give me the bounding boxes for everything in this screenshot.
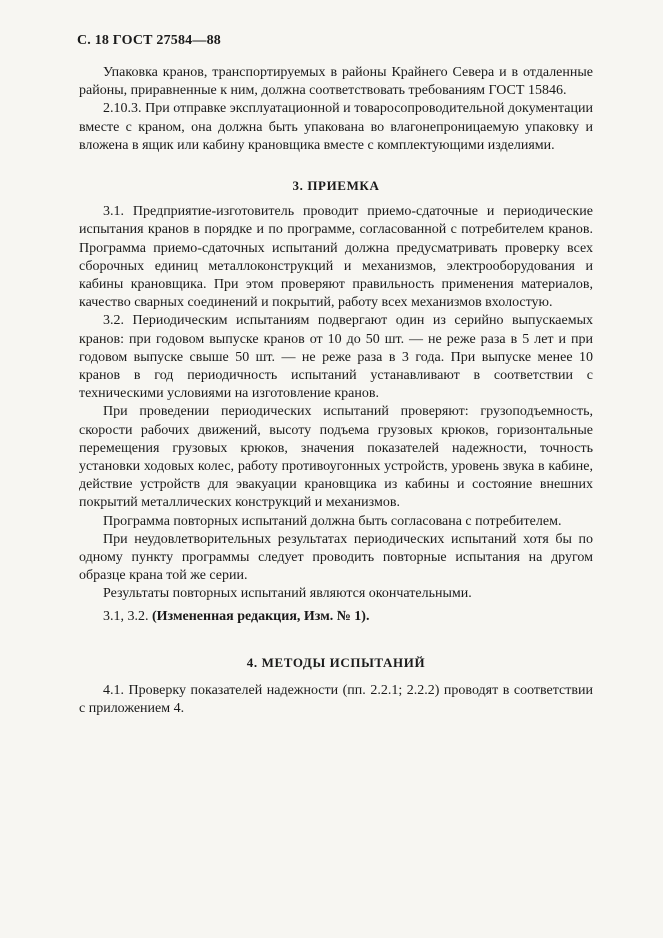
repeat-tests-program: Программа повторных испытаний должна быть согласована с потребителем.: [103, 513, 562, 529]
amendment-clauses: 3.1, 3.2.: [103, 608, 149, 624]
amendment-note: [79, 608, 593, 626]
amendment-text: (Измененная редакция, Изм. № 1).: [152, 608, 370, 624]
section-3-heading: 3. ПРИЕМКА: [292, 178, 380, 194]
page-header: С. 18 ГОСТ 27584—88: [77, 33, 221, 48]
repeat-tests-condition: При неудовлетворительных результатах периодических испытаний хотя бы по одному пункту программы следует проводить повторные испытания на другом образце крана той же серии.: [79, 531, 593, 584]
clause-3-2: 3.2. Периодическим испытаниям подвергают один из серийно выпускаемых кранов: при годовом выпуске кранов от 10 до 50 шт. — не реже раза в 5 лет и при годовом выпуске свыше 50 шт. — не реже раза в 3 года. При выпуске менее 10 кранов в год периодичность испытаний устанавливают в соответствии с техническими условиями на изготовление кранов.: [79, 313, 593, 402]
periodic-tests-checks: При проведении периодических испытаний проверяют: грузоподъемность, скорости рабочих движений, высоту подъема грузовых крюков, горизонтальные перемещения грузовых крюков, значения показателей надежности, точность установки ходовых колес, работу противоугонных устройств, уровень звука в кабине, действие устройств для эвакуации крановщика из кабины и состояние внешних покрытий металлических конструкций и механизмов.: [79, 404, 593, 511]
clause-3-1: 3.1. Предприятие-изготовитель проводит приемо-сдаточные и периодические испытания кранов в порядке и по программе, согласованной с потребителем кранов. Программа приемо-сдаточных испытаний должна предусматривать проверку всех сборочных единиц металлоконструкций и механизмов, электрооборудования и кабины крановщика. При этом проверяют правильность применения материалов, качество сварных соединений и покрытий, работу всех механизмов вхолостую.: [79, 204, 593, 311]
clause-4-1: 4.1. Проверку показателей надежности (пп. 2.2.1; 2.2.2) проводят в соответствии с приложением 4.: [79, 683, 593, 717]
repeat-tests-final: Результаты повторных испытаний являются окончательными.: [103, 586, 472, 602]
packaging-paragraph: Упаковка кранов, транспортируемых в районы Крайнего Севера и в отдаленные районы, приравненные к ним, должна соответствовать требованиям ГОСТ 15846.: [79, 65, 593, 99]
page-content: [79, 64, 593, 719]
clause-2-10-3: 2.10.3. При отправке эксплуатационной и товаросопроводительной документации вместе с краном, она должна быть упакована во влагонепроницаемую упаковку и вложена в ящик или кабину крановщика вместе с комплектующими изделиями.: [79, 101, 593, 153]
section-4-heading: 4. МЕТОДЫ ИСПЫТАНИЙ: [246, 654, 426, 670]
